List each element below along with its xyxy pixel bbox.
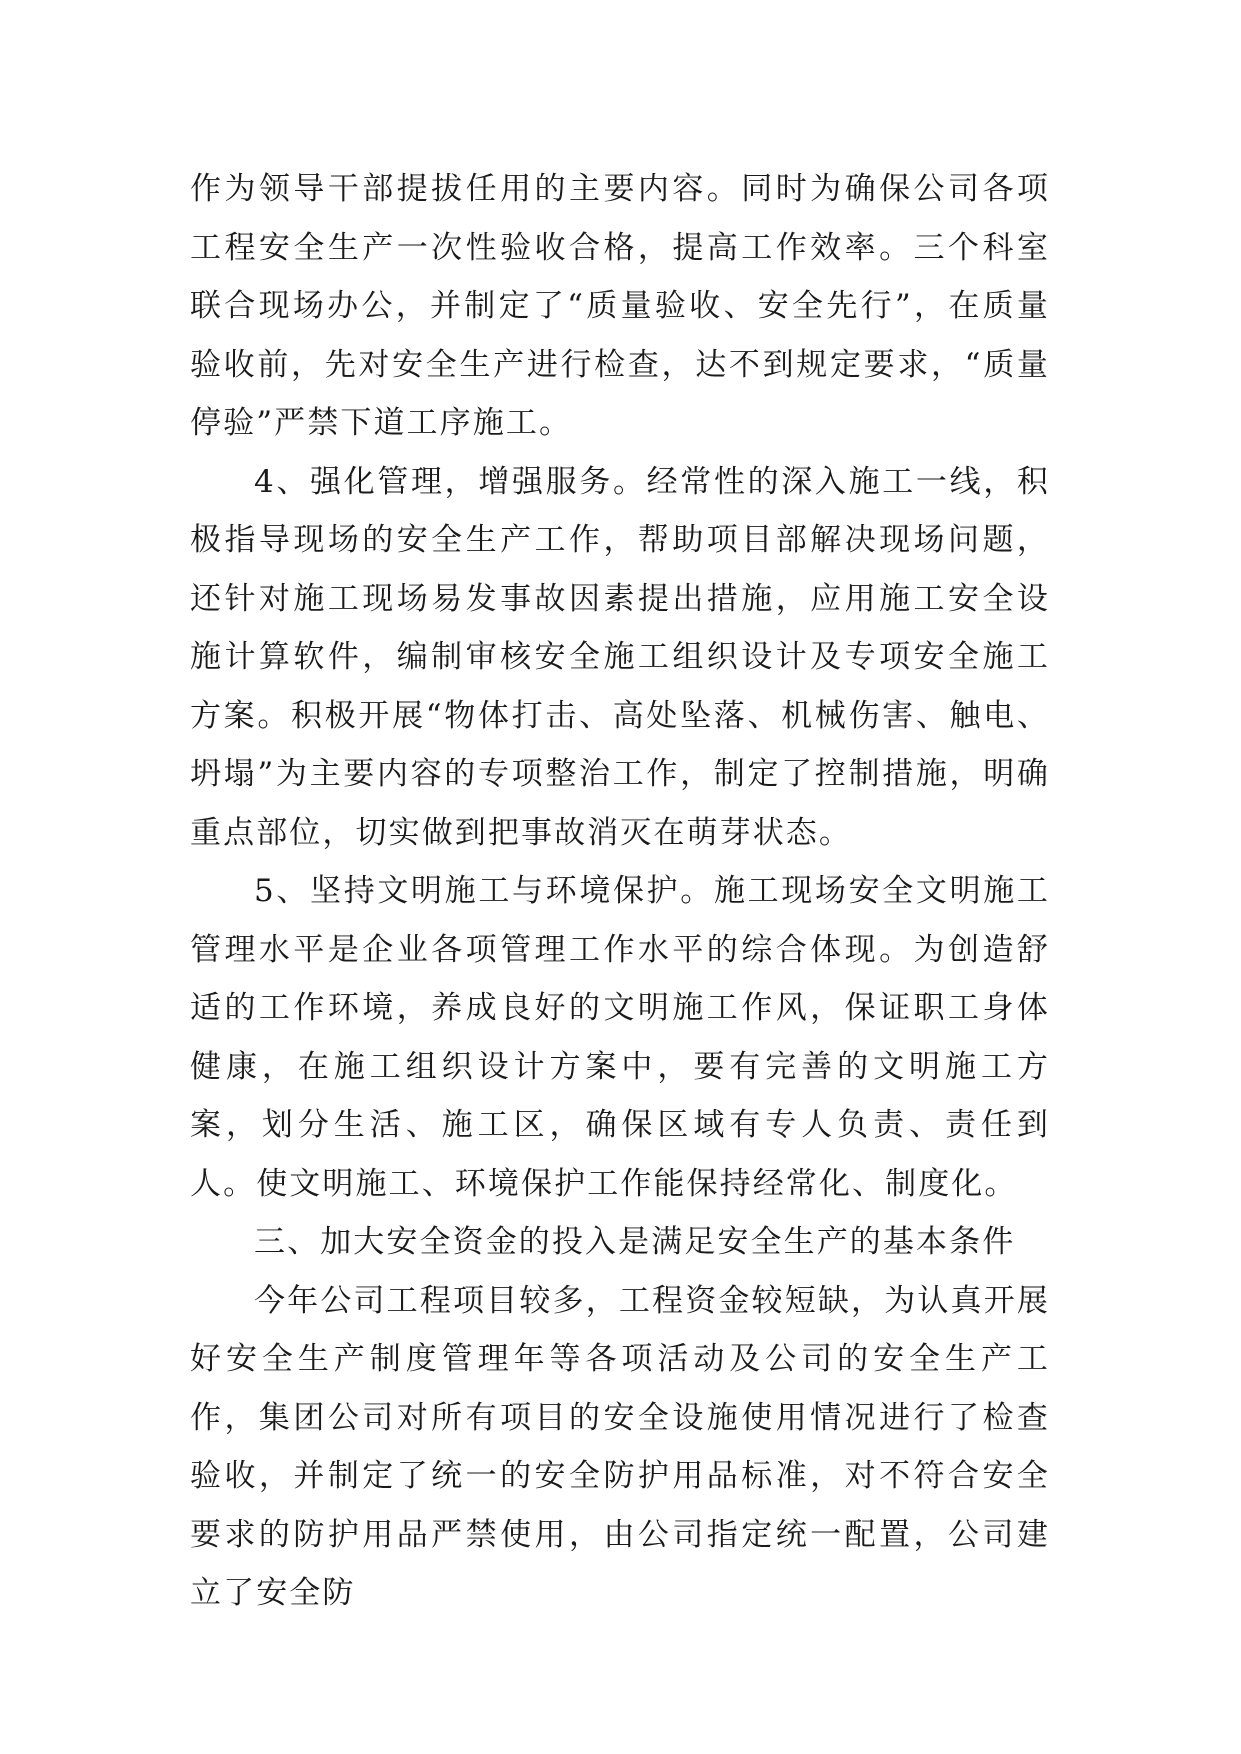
paragraph-continuation: 作为领导干部提拔任用的主要内容。同时为确保公司各项工程安全生产一次性验收合格，提高工作效率。三个科室联合现场办公，并制定了“质量验收、安全先行”，在质量验收前，先对安全生产进行检查，达不到规定要求，“质量停验”严禁下道工序施工。 [190,171,1050,441]
section-heading-3-safety-funding: 三、加大安全资金的投入是满足安全生产的基本条件 [254,1224,1016,1260]
paragraph-safety-funding: 今年公司工程项目较多，工程资金较短缺，为认真开展好安全生产制度管理年等各项活动及公司的安全生产工作，集团公司对所有项目的安全设施使用情况进行了检查验收，并制定了统一的安全防护用品标准，对不符合安全要求的防护用品严禁使用，由公司指定统一配置，公司建立了安全防 [190,1282,1050,1611]
paragraph-item-4-management: 4、强化管理，增强服务。经常性的深入施工一线，积极指导现场的安全生产工作，帮助项目部解决现场问题，还针对施工现场易发事故因素提出措施，应用施工安全设施计算软件，编制审核安全施工组织设计及专项安全施工方案。积极开展“物体打击、高处坠落、机械伤害、触电、坍塌”为主要内容的专项整治工作，制定了控制措施，明确重点部位，切实做到把事故消灭在萌芽状态。 [190,463,1050,851]
paragraph-item-5-civilized-construction: 5、坚持文明施工与环境保护。施工现场安全文明施工管理水平是企业各项管理工作水平的综合体现。为创造舒适的工作环境，养成良好的文明施工作风，保证职工身体健康，在施工组织设计方案中，要有完善的文明施工方案，划分生活、施工区，确保区域有专人负责、责任到人。使文明施工、环境保护工作能保持经常化、制度化。 [190,873,1050,1202]
document-body [190,160,1050,1623]
